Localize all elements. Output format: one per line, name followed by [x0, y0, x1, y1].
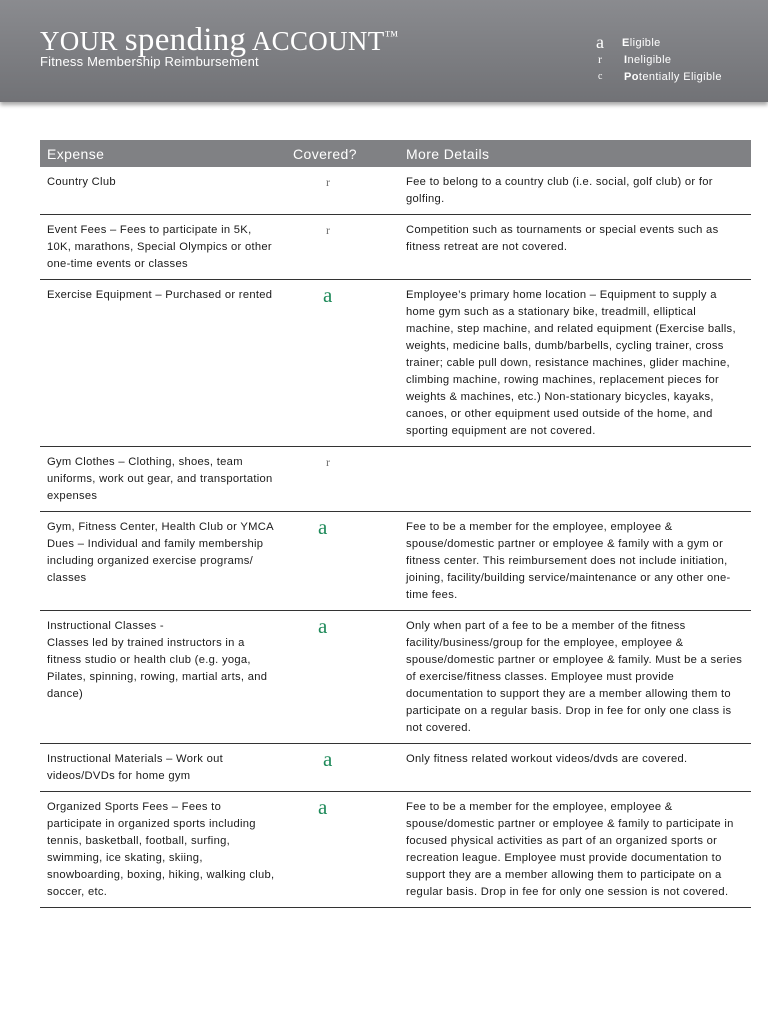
legend-label: tentially Eligible [638, 70, 722, 83]
expense-description: – Work out videos/DVDs for home gym [47, 753, 224, 782]
ineligible-symbol-icon: r [598, 52, 603, 66]
expense-description: – Purchased or rented [151, 289, 273, 301]
expense-name: Event Fees [47, 224, 107, 236]
details-cell: Only fitness related workout videos/dvds are covered. [399, 744, 751, 792]
column-header-covered: Covered? [286, 140, 399, 167]
trademark-symbol: ™ [384, 29, 399, 44]
legend-initial: I [624, 53, 628, 66]
expense-cell [40, 215, 286, 280]
covered-cell [286, 280, 399, 447]
covered-cell [286, 167, 399, 215]
legend [592, 34, 722, 85]
legend-initial: E [622, 36, 630, 49]
eligible-symbol-icon: a [596, 32, 605, 52]
expense-name: Instructional Classes - [47, 620, 164, 632]
expense-description: – Fees to participate in 5K, 10K, marathons, Special Olympics or other one-time events or classes [47, 224, 272, 270]
covered-cell [286, 611, 399, 744]
expense-cell [40, 744, 286, 792]
expense-name: Organized Sports Fees [47, 801, 169, 813]
brand-word-your: YOUR [40, 26, 125, 56]
expense-name: Gym, Fitness Center, Health Club or YMCA Dues [47, 521, 274, 550]
legend-label: neligible [627, 53, 672, 66]
covered-cell [286, 744, 399, 792]
covered-cell [286, 215, 399, 280]
ineligible-icon: r [326, 175, 331, 189]
covered-cell [286, 512, 399, 611]
table-row [40, 611, 751, 744]
table-row [40, 512, 751, 611]
brand-word-spending: spending [124, 22, 247, 58]
eligible-icon: a [318, 614, 328, 638]
expense-cell [40, 447, 286, 512]
details-cell: Fee to be a member for the employee, employee & spouse/domestic partner or employee & family to participate in focused physical activities as part of an organized sports or recreation league. Employee must provide documentation to support they are a member allowing them to participate on a regular basis. Drop in fee for only one session is not covered. [399, 792, 751, 908]
table-row [40, 792, 751, 908]
details-cell: Employee’s primary home location – Equipment to supply a home gym such as a stationary bike, treadmill, elliptical machine, step machine, and related equipment (Exercise balls, weights, medicine balls, dumb/barbells, cycling trainer, cross trainer; cable pull down, resistance machines, glider machine, climbing machine, rowing machines, replacement pieces for weights & machines, etc.) Non-stationary bicycles, kayaks, canoes, or other equipment used outside of the home, and sporting equipment are not covered. [399, 280, 751, 447]
details-cell: Fee to belong to a country club (i.e. social, golf club) or for golfing. [399, 167, 751, 215]
expense-name: Country Club [47, 176, 116, 188]
legend-label: ligible [629, 36, 661, 49]
column-header-expense: Expense [40, 140, 286, 167]
legend-item-potentially-eligible [592, 68, 722, 85]
expense-description: – Clothing, shoes, team uniforms, work out gear, and transportation expenses [47, 456, 273, 502]
expense-description: – Individual and family membership including organized exercise programs/ classes [47, 538, 264, 584]
table-header-row [40, 140, 751, 167]
table-row [40, 280, 751, 447]
details-cell: Fee to be a member for the employee, employee & spouse/domestic partner or employee & family with a gym or fitness center. This reimbursement does not include initiation, joining, facility/building service/maintenance or any other one-time fees. [399, 512, 751, 611]
table-row [40, 215, 751, 280]
expense-cell [40, 611, 286, 744]
legend-item-ineligible [592, 51, 722, 68]
table-row [40, 744, 751, 792]
eligible-icon: a [318, 795, 328, 819]
legend-item-eligible [592, 34, 722, 51]
expense-name: Gym Clothes [47, 456, 115, 468]
expense-cell [40, 167, 286, 215]
details-cell: Competition such as tournaments or special events such as fitness retreat are not covered. [399, 215, 751, 280]
covered-cell [286, 447, 399, 512]
page-subtitle: Fitness Membership Reimbursement [40, 54, 259, 69]
table-row [40, 167, 751, 215]
expense-description: – Fees to participate in organized sports including tennis, basketball, football, surfing, swimming, ice skating, skiing, snowboarding, boxing, hiking, walking club, soccer, etc. [47, 801, 275, 898]
details-cell: Only when part of a fee to be a member of the fitness facility/business/group for the employee, employee & spouse/domestic partner or employee & family. Must be a series of exercise/fitness classes. Employee must provide documentation to support they are a member allowing them to participate on a regular basis. Drop in fee for only one class is not covered. [399, 611, 751, 744]
brand-word-account: ACCOUNT [246, 26, 385, 56]
eligible-icon: a [323, 747, 333, 771]
header-banner [0, 0, 768, 102]
legend-initial: Po [624, 70, 639, 83]
column-header-details: More Details [399, 140, 751, 167]
ineligible-icon: r [326, 455, 331, 469]
expense-cell [40, 280, 286, 447]
potentially-eligible-symbol-icon: c [598, 71, 603, 82]
table-row [40, 447, 751, 512]
eligible-icon: a [318, 515, 328, 539]
expense-description: Classes led by trained instructors in a fitness studio or health club (e.g. yoga, Pilates, spinning, rowing, martial arts, and dance) [47, 637, 268, 700]
ineligible-icon: r [326, 223, 331, 237]
expense-cell [40, 512, 286, 611]
expense-table [40, 140, 751, 908]
expense-name: Exercise Equipment [47, 289, 152, 301]
covered-cell [286, 792, 399, 908]
eligible-icon: a [323, 283, 333, 307]
expense-name: Instructional Materials [47, 753, 163, 765]
expense-cell [40, 792, 286, 908]
details-cell [399, 447, 751, 512]
